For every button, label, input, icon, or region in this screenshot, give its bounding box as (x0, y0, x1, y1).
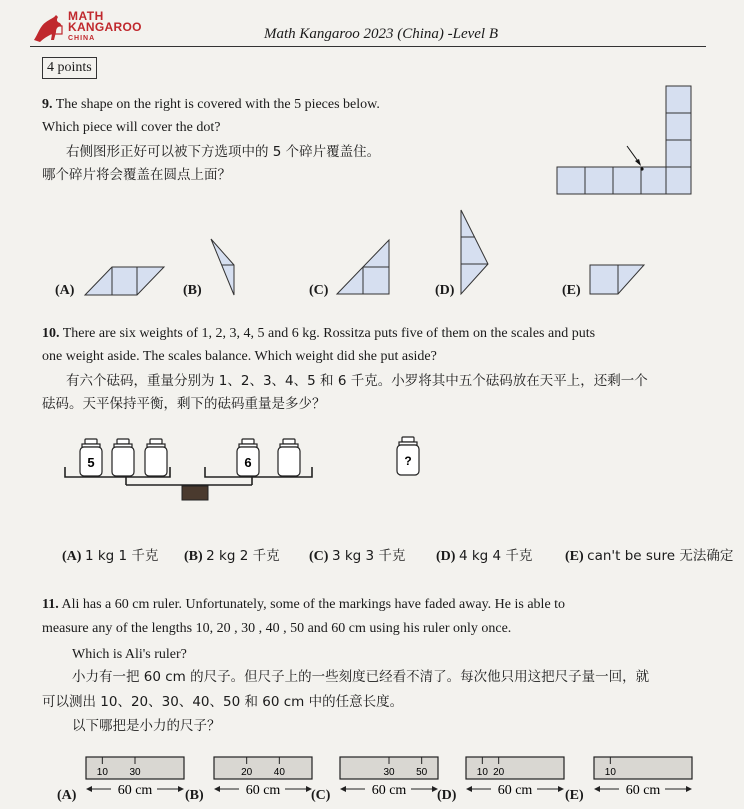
fulcrum (182, 486, 208, 500)
kangaroo-logo-icon (30, 12, 66, 44)
q11-text-cn-1: 小力有一把 60 cm 的尺子。但尺子上的一些刻度已经看不清了。每次他只用这把尺子量一回，就 (72, 669, 650, 685)
page-header-title: Math Kangaroo 2023 (China) -Level B (264, 26, 499, 42)
q9-piece-c (334, 237, 394, 297)
q9-l-shape-figure (555, 86, 695, 198)
arrow-head-right (178, 786, 184, 792)
ruler-length-label: 60 cm (625, 783, 661, 798)
brand-logo-text (68, 11, 142, 44)
q9-number: 9. (42, 97, 53, 112)
logo-line-china: CHINA (68, 35, 96, 42)
q9-option-e-letter: (E) (562, 283, 581, 298)
q9-text-cn-1: 右侧图形正好可以被下方选项中的 5 个碎片覆盖住。 (66, 144, 381, 160)
q10-option-d-text: 4 kg 4 千克 (458, 548, 533, 564)
q11-text-en-1 (42, 596, 565, 614)
q10-option-b[interactable] (184, 544, 280, 565)
arrow-head-left (594, 786, 600, 792)
q10-option-e-letter: (E) (565, 549, 584, 564)
q10-option-e-text: can't be sure 无法确定 (587, 548, 734, 564)
q11-option-b-letter[interactable]: (B) (185, 788, 204, 803)
q9-cell (666, 86, 691, 113)
q10-option-e[interactable] (565, 544, 733, 565)
q9-text-en-1 (42, 96, 380, 114)
arrow-head-left (340, 786, 346, 792)
q10-text-cn-1: 有六个砝码，重量分别为 1、2、3、4、5 和 6 千克。小罗将其中五个砝码放在天平上，还剩一个 (66, 373, 648, 389)
q9-piece-a (82, 265, 172, 297)
ruler-tick-label: 30 (383, 767, 395, 778)
q9-piece-d (458, 207, 492, 297)
ruler-tick-label: 50 (416, 767, 428, 778)
q10-option-d-letter: (D) (436, 549, 456, 564)
q9-cell (585, 167, 613, 194)
arrow-head-left (86, 786, 92, 792)
q11-text-en-1-body: Ali has a 60 cm ruler. Unfortunately, some of the markings have faded away. He is able to (61, 597, 566, 612)
q9-cell (613, 167, 641, 194)
q9-option-d-label (435, 283, 454, 299)
q9-option-c-label (309, 283, 328, 299)
q10-option-c-text: 3 kg 3 千克 (331, 548, 406, 564)
q9-option-b-letter: (B) (183, 283, 202, 298)
q10-number: 10. (42, 326, 60, 341)
ruler-length-label: 60 cm (245, 783, 281, 798)
ruler-length-label: 60 cm (117, 783, 153, 798)
arrow-head-right (686, 786, 692, 792)
points-section-label: 4 points (42, 57, 97, 79)
ruler-tick-label: 30 (129, 767, 141, 778)
weight-body (112, 447, 134, 476)
q9-option-d-letter: (D) (435, 283, 455, 298)
q11-ruler-c (338, 755, 440, 805)
q11-ruler-a (84, 755, 186, 805)
q9-text-en-2: Which piece will cover the dot? (42, 120, 221, 135)
q10-option-b-text: 2 kg 2 千克 (206, 548, 280, 564)
ruler-tick-label: 40 (273, 767, 285, 778)
arrow-head-left (466, 786, 472, 792)
ruler-tick-label: 20 (241, 767, 253, 778)
q9-text-en-1-body: The shape on the right is covered with the 5 pieces below. (55, 97, 380, 112)
q10-text-cn-2: 砝码。天平保持平衡，剩下的砝码重量是多少？ (42, 396, 326, 412)
ruler-body (214, 757, 312, 779)
ruler-length-label: 60 cm (497, 783, 533, 798)
q11-text-en-2: measure any of the lengths 10, 20 , 30 , 40 , 50 and 60 cm using his ruler only once. (42, 621, 512, 636)
q9-cell (641, 167, 666, 194)
q9-option-e-label (562, 283, 581, 299)
q10-option-a-letter: (A) (62, 549, 82, 564)
q9-option-c-letter: (C) (309, 283, 329, 298)
q11-text-en-3: Which is Ali's ruler? (72, 647, 187, 662)
weight-handle (85, 439, 97, 444)
q10-text-en-1-body: There are six weights of 1, 2, 3, 4, 5 and 6 kg. Rossitza puts five of them on the scales and puts (62, 326, 596, 341)
weight-body (278, 447, 300, 476)
ruler-tick-label: 10 (604, 767, 616, 778)
q9-option-b-label (183, 283, 202, 299)
q9-cell (666, 167, 691, 194)
ruler-tick-label: 10 (476, 767, 488, 778)
q10-balance-scale (62, 433, 362, 503)
q9-cell (557, 167, 585, 194)
q9-arrow-head (635, 159, 641, 166)
q9-cell (666, 140, 691, 167)
q10-option-a-text: 1 kg 1 千克 (84, 548, 159, 564)
q9-dot (640, 167, 643, 170)
q11-option-d-letter[interactable]: (D) (437, 788, 457, 803)
q10-option-d[interactable] (436, 544, 532, 565)
q10-text-en-1 (42, 325, 595, 343)
ruler-length-label: 60 cm (371, 783, 407, 798)
q11-ruler-b (212, 755, 314, 805)
header-divider (30, 46, 706, 47)
q10-option-b-letter: (B) (184, 549, 203, 564)
q11-ruler-e (592, 755, 694, 805)
weight-label-right: 6 (244, 455, 252, 470)
q10-option-c[interactable] (309, 544, 405, 565)
q11-option-a-letter[interactable]: (A) (57, 788, 77, 803)
q9-piece-b (208, 237, 238, 297)
q9-option-a-letter: (A) (55, 283, 75, 298)
q9-piece-e (588, 263, 648, 297)
weight-label-left: 5 (87, 455, 95, 470)
ruler-tick-label: 10 (96, 767, 108, 778)
weight-label-aside: ? (404, 454, 412, 468)
arrow-head-left (214, 786, 220, 792)
q11-number: 11. (42, 597, 59, 612)
logo-line-kangaroo: KANGAROO (68, 20, 142, 34)
logo-line-math: MATH (68, 9, 104, 23)
q10-option-c-letter: (C) (309, 549, 329, 564)
q11-option-c-letter[interactable]: (C) (311, 788, 331, 803)
q10-text-en-2: one weight aside. The scales balance. Which weight did she put aside? (42, 349, 437, 364)
q11-option-e-letter[interactable]: (E) (565, 788, 584, 803)
weight-body (145, 447, 167, 476)
q11-text-cn-2: 可以测出 10、20、30、40、50 和 60 cm 中的任意长度。 (42, 694, 404, 710)
arrow-head-right (558, 786, 564, 792)
q10-option-a[interactable] (62, 544, 158, 565)
ruler-tick-label: 20 (493, 767, 505, 778)
q9-cell (666, 113, 691, 140)
q11-ruler-d (464, 755, 566, 805)
q10-aside-weight (394, 433, 424, 479)
q11-text-cn-3: 以下哪把是小力的尺子？ (72, 718, 221, 734)
q9-option-a-label (55, 283, 74, 299)
q9-text-cn-2: 哪个碎片将会覆盖在圆点上面？ (42, 167, 231, 183)
